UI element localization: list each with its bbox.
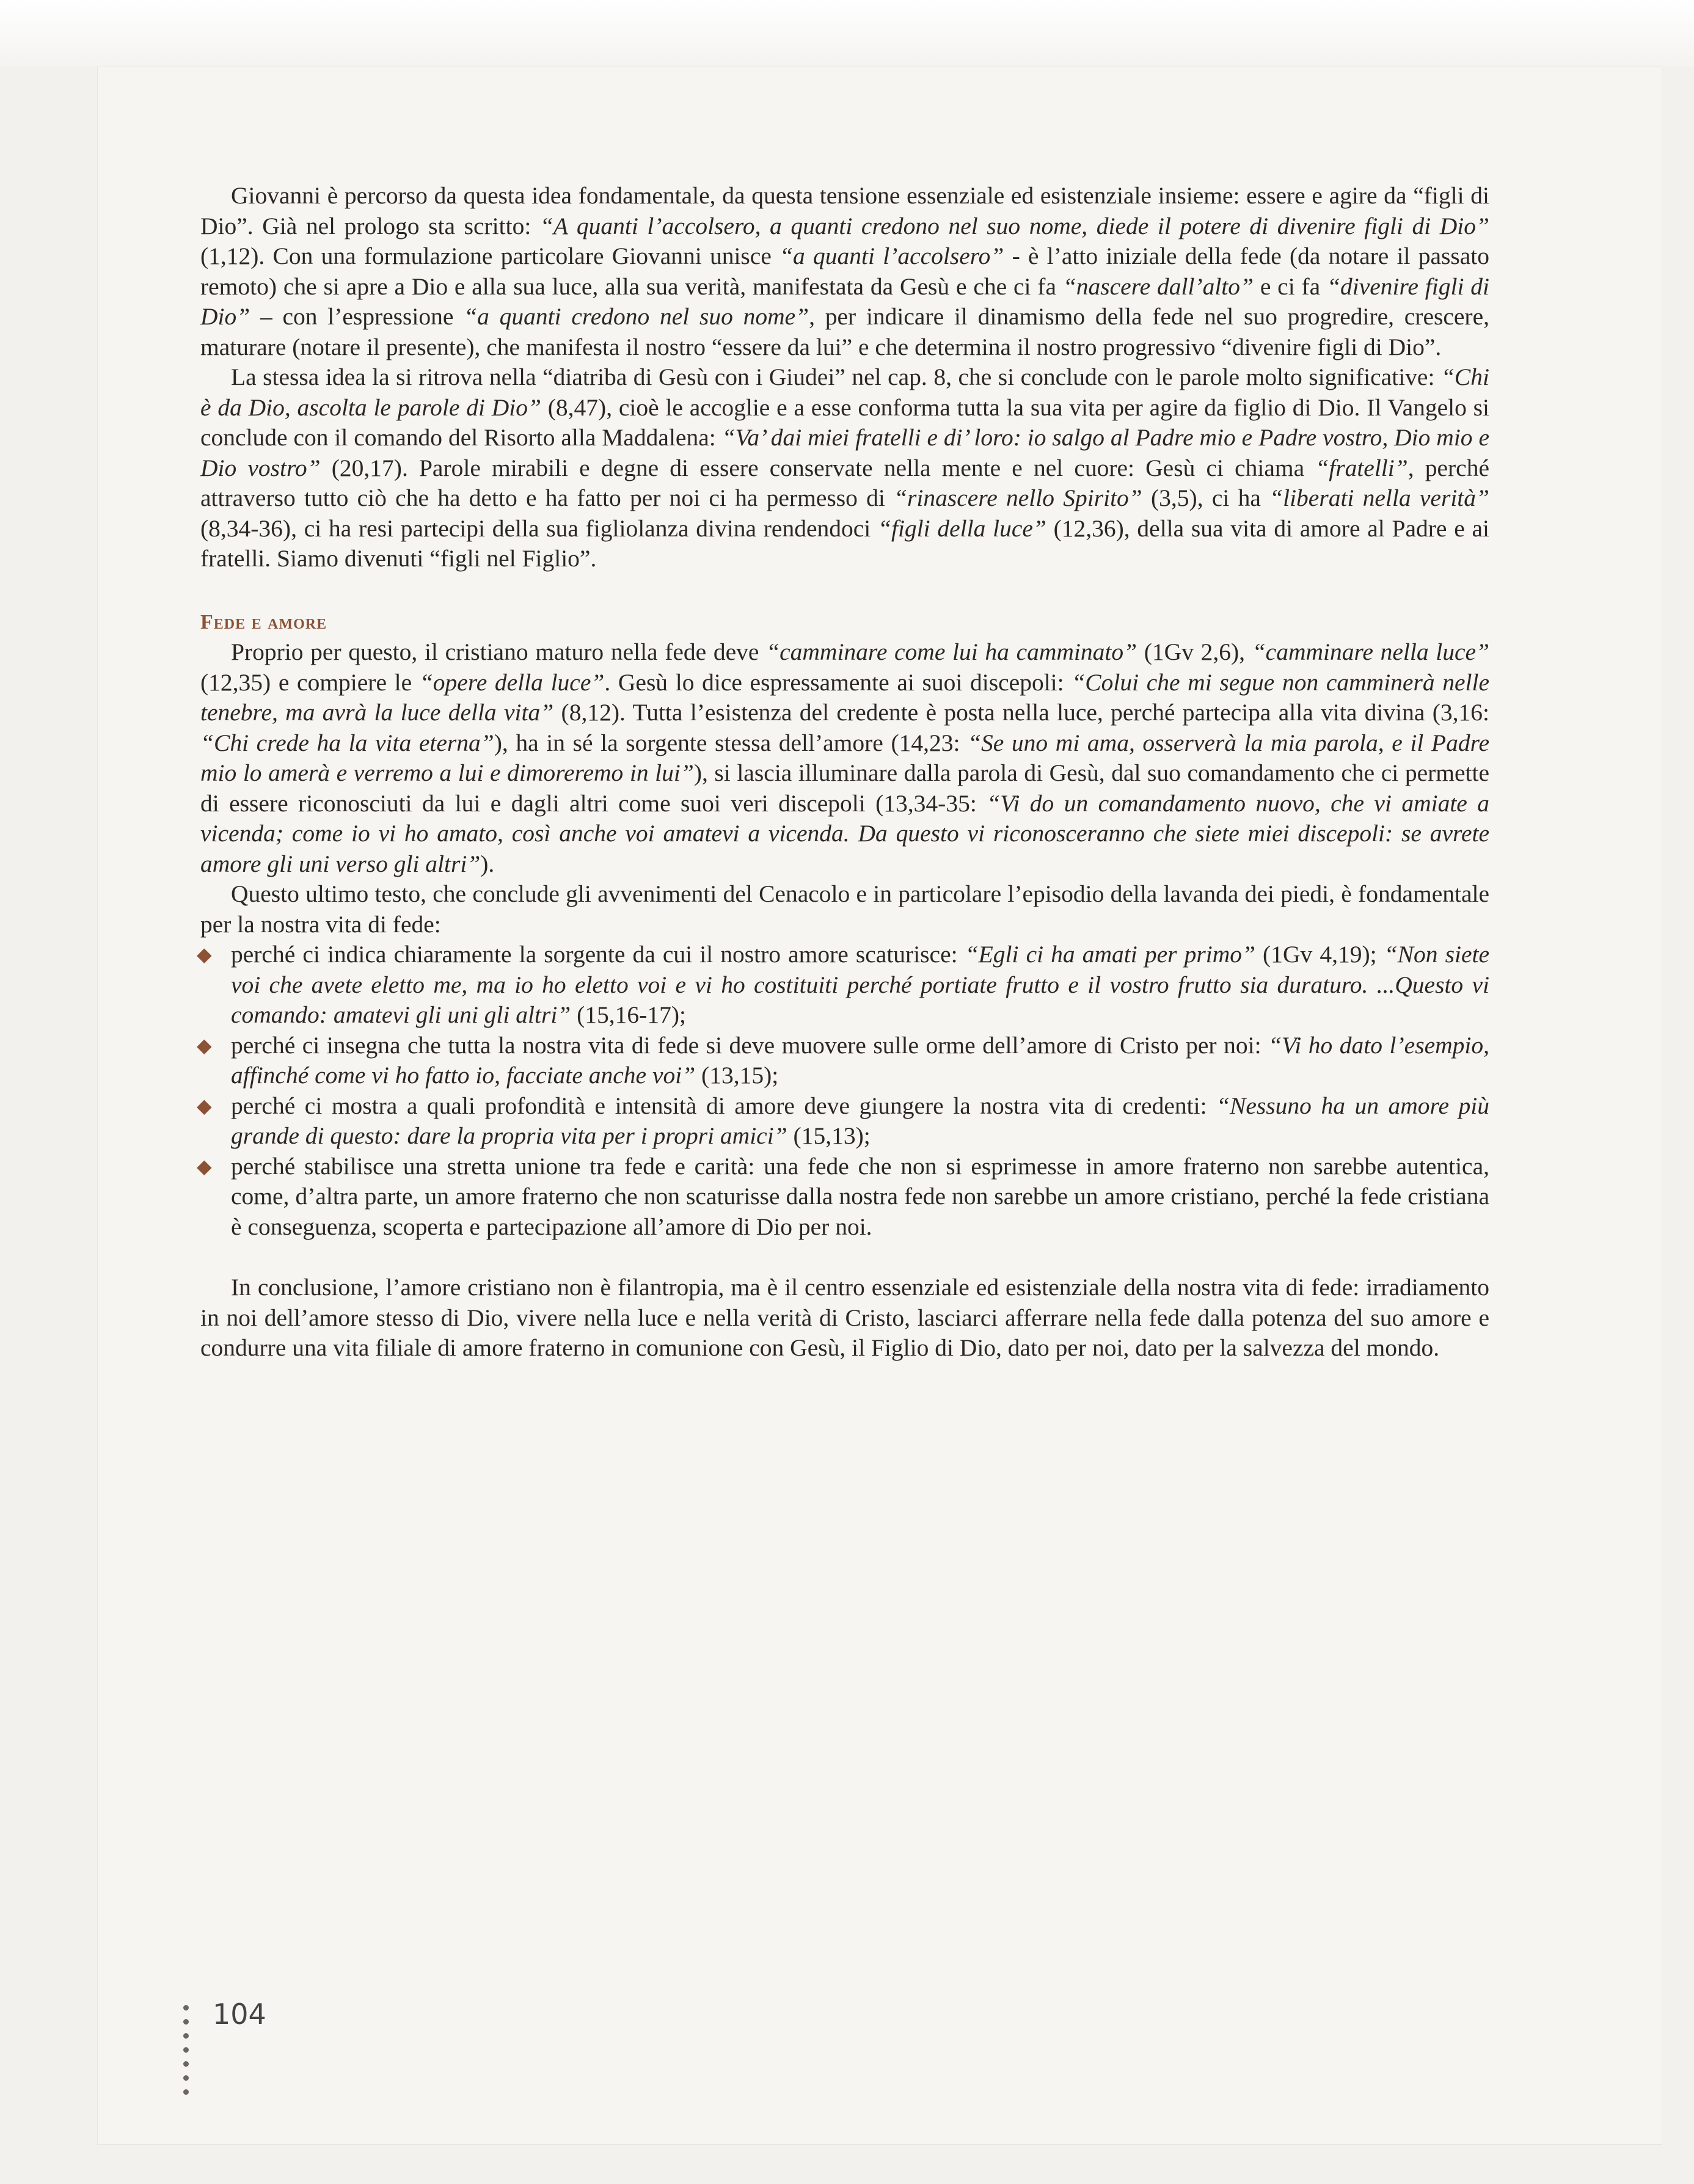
list-item: [197, 1152, 1489, 1243]
text-run: (15,13);: [787, 1122, 871, 1149]
quotation-run: “Egli ci ha amati per primo”: [965, 941, 1255, 968]
quotation-run: “Non siete voi che avete eletto me, ma io ho eletto voi e vi ho costituiti perché portiate frutto e il vostro frutto sia duraturo. ...Questo vi comando: amatevi gli uni gli altri”: [231, 941, 1489, 1028]
diamond-bullet-icon: ◆: [197, 1155, 212, 1177]
text-run: La stessa idea la si ritrova nella “diatriba di Gesù con i Giudei” nel cap. 8, che si conclude con le parole molto significative:: [231, 363, 1441, 390]
dot-ornament: [183, 2005, 191, 2103]
scan-edge: [0, 0, 1694, 67]
quotation-run: “Nessuno ha un amore più grande di questo: dare la propria vita per i propri amici”: [231, 1092, 1489, 1149]
text-run: (1Gv 2,6),: [1137, 638, 1252, 665]
text-run: (8,34-36), ci ha resi partecipi della sua figliolanza divina rendendoci: [200, 514, 878, 542]
quotation-run: “figli della luce”: [878, 514, 1046, 542]
quotation-run: “Se uno mi ama, osserverà la mia parola, e il Padre mio lo amerà e verremo a lui e dimoreremo in lui”: [200, 729, 1490, 786]
text-run: . Gesù lo dice espressamente ai suoi discepoli:: [604, 668, 1072, 696]
quotation-run: “fratelli”: [1315, 454, 1408, 481]
text-run: e ci fa: [1254, 272, 1327, 300]
reasons-list: [197, 940, 1489, 1242]
quotation-run: “nascere dall’alto”: [1062, 272, 1254, 300]
quotation-run: “A quanti l’accolsero, a quanti credono nel suo nome, diede il potere di divenire figli di Dio”: [539, 212, 1489, 239]
text-run: ), ha in sé la sorgente stessa dell’amore (14,23:: [494, 729, 968, 756]
quotation-run: “Vi do un comandamento nuovo, che vi amiate a vicenda; come io vi ho amato, così anche voi amatevi a vicenda. Da questo vi riconosceranno che siete miei discepoli: se avrete amore gli uni verso gli altri”: [200, 789, 1489, 877]
list-item-text: [231, 1153, 1489, 1240]
text-run: (20,17). Parole mirabili e degne di essere conservate nella mente e nel cuore: Gesù ci chiama: [320, 454, 1316, 481]
quotation-run: “camminare come lui ha camminato”: [766, 638, 1137, 665]
text-run: (12,35) e compiere le: [200, 668, 420, 696]
quotation-run: “liberati nella verità”: [1269, 484, 1489, 511]
quotation-run: “a quanti l’accolsero”: [779, 243, 1004, 269]
text-run: In conclusione, l’amore cristiano non è filantropia, ma è il centro essenziale ed esistenziale della nostra vita di fede: irradiamento in noi dell’amore stesso di Dio, vivere nella luce e nella verità di Cristo, lasciarci afferrare nella fede dalla potenza del suo amore e condurre una vita filiale di amore fraterno in comunione con Gesù, il Figlio di Dio, dato per noi, dato per la salvezza del mondo.: [200, 1274, 1489, 1361]
quotation-run: “rinascere nello Spirito”: [894, 484, 1142, 511]
text-run: , perché attraverso tutto ciò che ha detto e ha fatto per noi ci ha permesso di: [200, 454, 1489, 511]
list-item-text: [231, 1092, 1489, 1150]
text-run: Proprio per questo, il cristiano maturo nella fede deve: [231, 638, 767, 665]
page-number: 104: [213, 1998, 266, 2031]
text-run: , per indicare il dinamismo della fede nel suo progredire, crescere, maturare (notare il presente), che manifesta il nostro “essere da lui” e che determina il nostro progressivo “divenire figli di Dio”.: [200, 303, 1489, 360]
conclusion-paragraph: [200, 1273, 1489, 1364]
text-run: - è l’atto iniziale della fede (da notare il passato remoto) che si apre a Dio e alla sua luce, alla sua verità, manifestata da Gesù e che ci fa: [200, 243, 1489, 300]
quotation-run: “divenire figli di Dio”: [200, 272, 1489, 330]
section-paragraph-2: [200, 879, 1489, 940]
section-title: Fede e amore: [200, 610, 327, 634]
quotation-run: “Vi ho dato l’esempio, affinché come vi ho fatto io, facciate anche voi”: [231, 1031, 1489, 1089]
list-item-text: [231, 1032, 1489, 1089]
text-run: (15,16-17);: [571, 1001, 686, 1028]
text-run: Giovanni è percorso da questa idea fondamentale, da questa tensione essenziale ed esistenziale insieme: essere e agire da “figli di Dio”. Già nel prologo sta scritto:: [200, 182, 1489, 239]
text-run: perché ci indica chiaramente la sorgente da cui il nostro amore scaturisce:: [231, 941, 965, 968]
intro-paragraph-2: [200, 362, 1489, 574]
text-run: (8,47), cioè le accoglie e a esse conforma tutta la sua vita per agire da figlio di Dio. Il Vangelo si conclude con il comando del Risorto alla Maddalena:: [200, 393, 1490, 451]
text-column: [197, 181, 1490, 1364]
quotation-run: “Va’ dai miei fratelli e di’ loro: io salgo al Padre mio e Padre vostro, Dio mio e Dio vostro”: [200, 424, 1489, 481]
diamond-bullet-icon: ◆: [197, 943, 212, 965]
text-run: (12,36), della sua vita di amore al Padre e ai fratelli. Siamo divenuti “figli nel Figlio”.: [200, 514, 1489, 572]
text-run: (13,15);: [695, 1062, 779, 1089]
text-run: (1,12). Con una formulazione particolare Giovanni unisce: [200, 243, 780, 269]
quotation-run: “camminare nella luce”: [1252, 638, 1489, 665]
list-item-text: [231, 941, 1489, 1028]
list-item: [197, 1091, 1489, 1152]
text-run: (8,12). Tutta l’esistenza del credente è posta nella luce, perché partecipa alla vita divina (3,16:: [553, 699, 1489, 726]
diamond-bullet-icon: ◆: [197, 1034, 212, 1056]
text-run: ).: [480, 850, 495, 877]
quotation-run: “a quanti credono nel suo nome”: [464, 303, 809, 330]
section-paragraph-1: [200, 637, 1489, 879]
text-run: (3,5), ci ha: [1142, 484, 1270, 511]
list-item: [197, 1031, 1489, 1091]
text-run: perché stabilisce una stretta unione tra fede e carità: una fede che non si esprimesse in amore fraterno non sarebbe autentica, come, d’altra parte, un amore fraterno che non scaturisse dalla nostra fede non sarebbe un amore cristiano, perché la fede cristiana è conseguenza, scoperta e partecipazione all’amore di Dio per noi.: [231, 1152, 1489, 1240]
text-run: perché ci mostra a quali profondità e intensità di amore deve giungere la nostra vita di credenti:: [231, 1092, 1217, 1119]
quotation-run: “Colui che mi segue non camminerà nelle tenebre, ma avrà la luce della vita”: [200, 668, 1489, 726]
text-run: – con l’espressione: [250, 303, 464, 330]
diamond-bullet-icon: ◆: [197, 1094, 212, 1117]
text-run: perché ci insegna che tutta la nostra vita di fede si deve muovere sulle orme dell’amore di Cristo per noi:: [231, 1031, 1269, 1059]
text-run: Questo ultimo testo, che conclude gli avvenimenti del Cenacolo e in particolare l’episodio della lavanda dei piedi, è fondamentale per la nostra vita di fede:: [200, 880, 1489, 938]
text-run: ), si lascia illuminare dalla parola di Gesù, dal suo comandamento che ci permette di essere riconosciuti da lui e dagli altri come suoi veri discepoli (13,34-35:: [200, 759, 1490, 817]
quotation-run: “opere della luce”: [419, 668, 605, 696]
text-run: (1Gv 4,19);: [1255, 941, 1384, 968]
quotation-run: “Chi è da Dio, ascolta le parole di Dio”: [200, 363, 1489, 421]
intro-paragraph-1: [200, 181, 1489, 362]
list-item: [197, 940, 1489, 1031]
quotation-run: “Chi crede ha la vita eterna”: [200, 729, 494, 756]
